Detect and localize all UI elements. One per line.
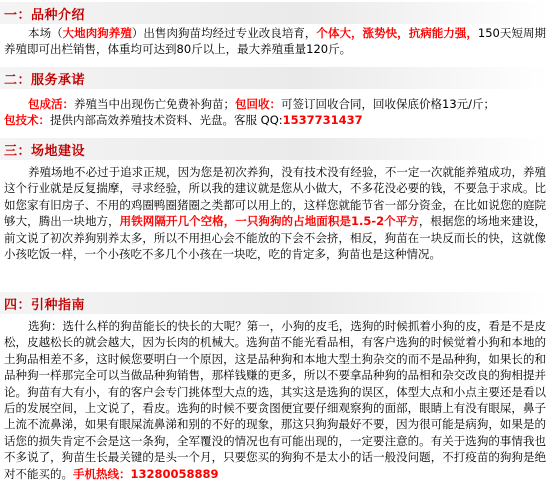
section-title: 四：引种指南	[4, 298, 86, 313]
section-header	[0, 292, 550, 314]
section-body: 包成活：养殖当中出现伤亡免费补狗苗；包回收：可签订回收合同，回收保底价格13元/斤； 包技术：提供内部高效养殖技术资料、光盘。客服 QQ:1537731437	[4, 97, 496, 128]
section-title: 三：场地建设	[4, 144, 86, 159]
section-title: 二：服务承诺	[4, 73, 86, 88]
section-title: 一：品种介绍	[4, 8, 86, 23]
section-body: 本场（大地肉狗养殖）出售肉狗苗均经过专业改良培育，个体大，涨势快，抗病能力强，150天短周期养殖即可出栏销售，体重均可达到80斤以上，最大养殖重量120斤。	[4, 26, 547, 57]
section-header	[0, 67, 550, 89]
qq-number[interactable]: 1537731437	[282, 113, 363, 128]
section-header	[0, 138, 550, 160]
section-header	[0, 2, 550, 24]
phone-number[interactable]: 13280058889	[130, 466, 219, 481]
section-body: 选狗：选什么样的狗苗能长的快长的大呢？第一，小狗的皮毛，选狗的时候抓着小狗的皮，看是不是皮松，皮越松长的就会越大，因为长肉的机械大。选狗苗不能光看品相，有客户选狗的时候觉着小狗和本地的土狗品相差不多，这时候您要明白一个原因，这是品种狗和本地大型土狗杂交的而不是品种狗，如果长的和品种狗一样那完全可以当做品种狗销售，那样钱赚的更多，所以不要拿品种狗的品相和杂交改良的狗相提并论。狗苗有大有小，有的客户会专门挑体型大点的选，其实这是选狗的误区，体型大点和小点主要还是看以后的发展空间，上文说了，看皮。选狗的时候不要贪图便宜要仔细观察狗的面部，眼睛上有没有眼屎，鼻子上流不流鼻涕，如果有眼屎流鼻涕和别的不好的现象，那这只狗狗最好不要，因为很可能是病狗，如果是的话您的损失肯定不会是这一条狗，全军覆没的情况也有可能出现的，一定要注意的。有关于选狗的事情我也不多说了，狗苗生长最关键的是头一个月，只要您买的狗狗不是太小的话一般没问题，不打疫苗的狗狗是绝对不能买的。手机热线：13280058889	[4, 319, 546, 481]
section-body: 养殖场地不必过于追求正规，因为您是初次养狗，没有技术没有经验，不一定一次就能养殖成功，养殖这个行业就是反复揣摩，寻求经验，所以我的建议就是您从小做大，不多花没必要的钱，不要急于求成。比如您家有旧房子、不用的鸡圈鸭圈猪圈之类都可以用上的，这样您就能节省一部分资金，在比如说您的庭院够大，腾出一块地方，用铁网隔开几个空格，一只狗狗的占地面积是1.5-2个平方，根据您的场地来建设，前文说了初次养狗别养太多，所以不用担心会不能放的下会不会挤，相反，狗苗在一块反而长的快，这就像小孩吃饭一样，一个小孩吃不多几个小孩在一块吃，吃的肯定多，狗苗也是这种情况。	[4, 165, 547, 262]
